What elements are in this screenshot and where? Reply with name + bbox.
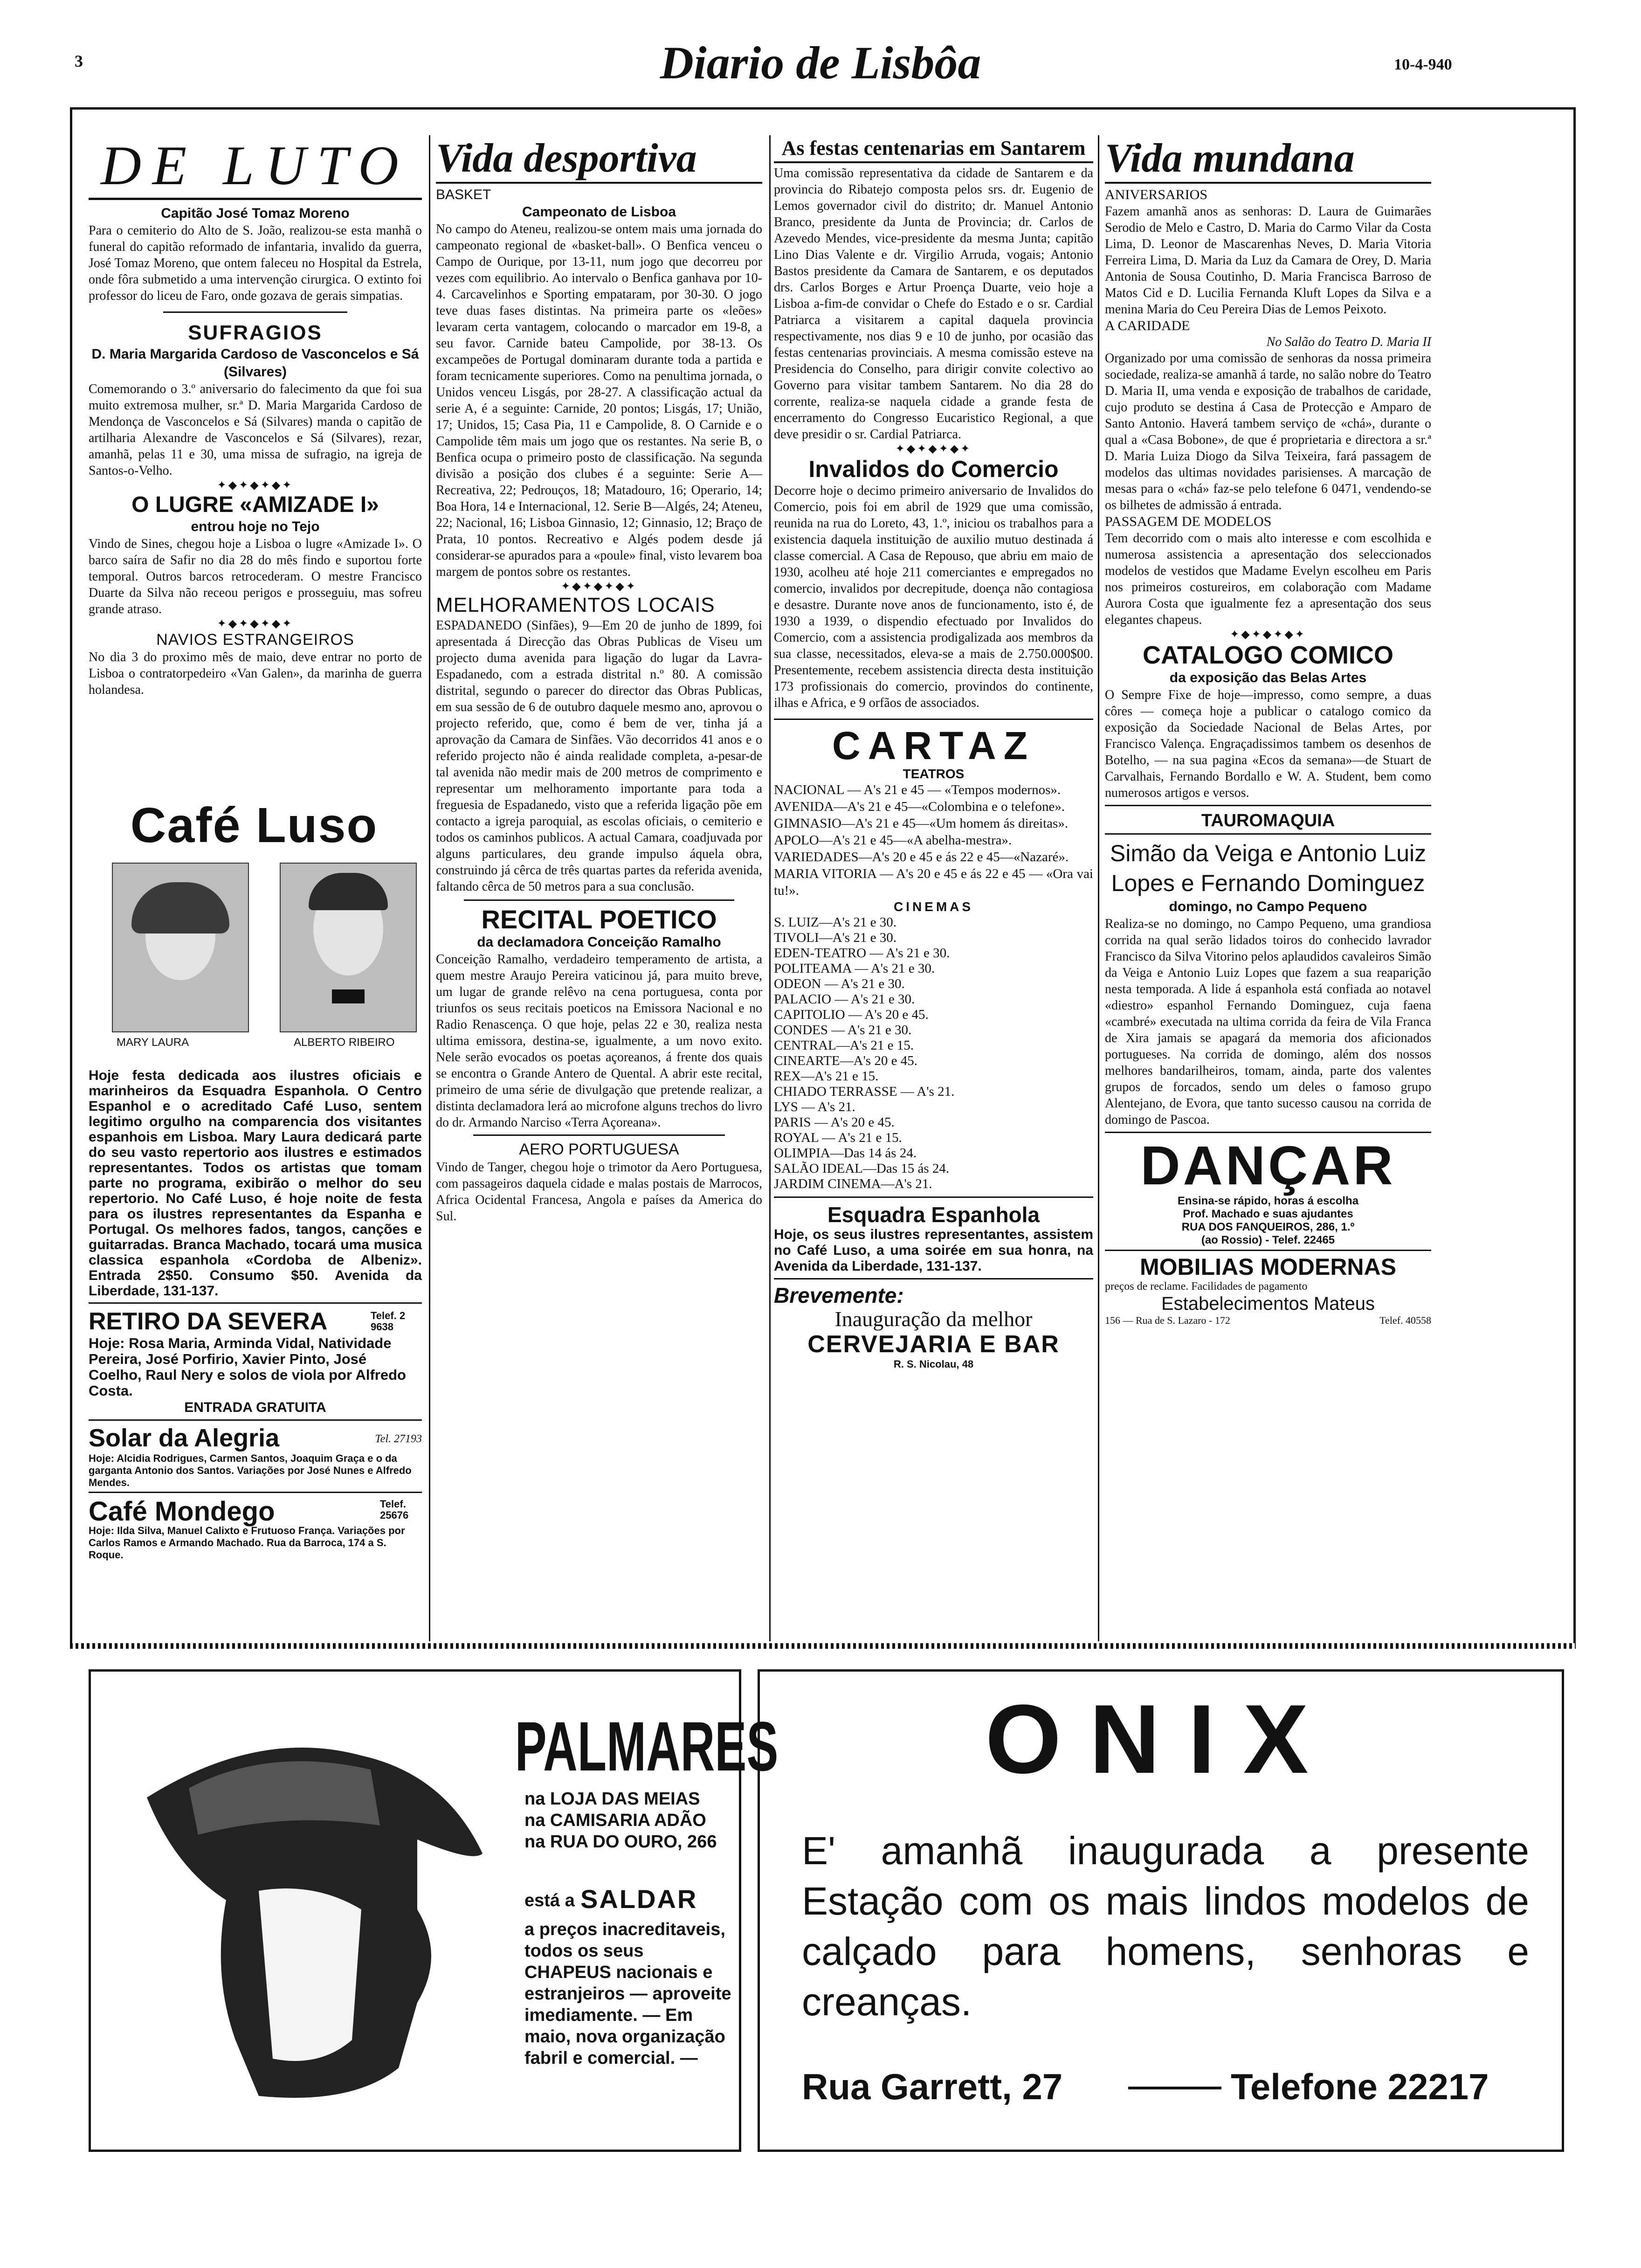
- right-rule: [1573, 107, 1576, 1646]
- divider: [1105, 1250, 1431, 1251]
- solar-title: Solar da Alegria: [89, 1424, 280, 1452]
- passagem-label: PASSAGEM DE MODELOS: [1105, 514, 1272, 529]
- aniversarios-text: Fazem amanhã anos as senhoras: D. Laura de Guimarães Serodio de Melo e Castro, D. Maria do Carmo Vilar da Costa Lima, D. Leonor de Mascarenhas Neves, D. Maria Vitoria Ferreira Lima, D. Maria da Luz da Camara de Orey, D. Maria Antonia de Sousa Coutinho, D. Maria Francisca Barroso de Matos Cid e D. Lucilia Fernanda Kluft Lopes da Silva e a menina Maria do Ceu Pereira Dias de Lemos Peixoto.: [1105, 204, 1431, 317]
- inauguracao-text: Inauguração da melhor: [834, 1307, 1033, 1331]
- basket-label: BASKET: [436, 187, 491, 202]
- dancar-tel: (ao Rossio) - Telef. 22465: [1201, 1234, 1335, 1246]
- palmares-text: a preços inacreditaveis, todos os seus CHAPEUS nacionais e estranjeiros — aproveite imediamente. — Em maio, nova organização fabril e comercial. —: [524, 1920, 731, 2068]
- palmares-saldar: SALDAR: [580, 1884, 698, 1914]
- mobilias-title: MOBILIAS MODERNAS: [1140, 1254, 1396, 1280]
- cinema-entry: CHIADO TERRASSE — A's 21.: [774, 1084, 955, 1099]
- cartaz-title: CARTAZ: [832, 724, 1035, 768]
- cafe-luso-text: Hoje festa dedicada aos ilustres oficiais e marinheiros da Esquadra Espanhola. O Centro Espanhol e o acreditado Café Luso, sentem legitimo orgulho na comparencia dos visitantes espanhois em Lisboa. Mary Laura dedicará parte do seu vasto repertorio aos ilustres e estimados representantes. Todos os artistas que tomam parte no programa, exibirão o melhor do seu repertorio. No Café Luso, é hoje noite de festa para os ilustres representantes da Espanha e Portugal. Os melhores fados, tangos, canções e guitarradas. Branca Machado, tocará uma musica classica espanhola «Cordoba de Albeniz». Entrada 2$50. Consumo $50. Avenida da Liberdade, 131-137.: [89, 1068, 422, 1299]
- ad-palmares: [89, 1669, 779, 2152]
- teatro-entry: MARIA VITORIA — A's 20 e 45 e ás 22 e 45 — «Ora vai tu!».: [774, 866, 1093, 898]
- ad-onix: [758, 1669, 1564, 2152]
- solar-text: Hoje: Alcidia Rodrigues, Carmen Santos, Joaquim Graça e o da garganta Antonio dos Santos. Variações por José Nunes e Alfredo Mendes.: [89, 1452, 412, 1488]
- teatro-entry: VARIEDADES—A's 20 e 45 e ás 22 e 45—«Nazaré».: [774, 850, 1069, 864]
- cinema-entry: PALACIO — A's 21 e 30.: [774, 992, 915, 1007]
- melhoramentos-title: MELHORAMENTOS LOCAIS: [436, 594, 715, 616]
- teatro-entry: APOLO—A's 21 e 45—«A abelha-mestra».: [774, 833, 1012, 848]
- divider: [89, 1492, 422, 1493]
- tauromaquia-headline: Simão da Veiga e Antonio Luiz Lopes e Fernando Dominguez: [1110, 840, 1427, 896]
- divider: [464, 899, 734, 901]
- catalogo-text: O Sempre Fixe de hoje—impresso, como sempre, a duas côres — começa hoje a publicar o catalogo comico da exposição da Sociedade Nacional de Belas Artes, por Francisco Valença. Engraçadissimos tambem os desenhos de Botelho, — na sua pagina «Ecos da semana»—de Stuart de Carvalhais, Fernando Bordallo e W. A. Student, bem como numerosos artigos e versos.: [1105, 688, 1431, 800]
- palmares-title: PALMARES: [515, 1707, 779, 1785]
- esquadra-text: Hoje, os seus ilustres representantes, assistem no Café Luso, a uma soirée em sua honra, na Avenida da Liberdade, 131-137.: [774, 1227, 1093, 1274]
- tauromaquia-title: TAUROMAQUIA: [1201, 811, 1335, 830]
- festas-text: Uma comissão representativa da cidade de Santarem e da provincia do Ribatejo composta pelos srs. dr. Eugenio de Lemos governador civil do distrito; dr. Manuel Antonio Branco, presidente da Junta de Provincia; dr. Carlos de Azevedo Mendes, vice-presidente da mesma Junta; capitão Lino Dias Valente e dr. Virgilio Arruda, vogais; Antonio Bastos presidente da Camara de Santarem, e os deputados drs. Carlos Borges e Artur Proença Duarte, veio hoje a Lisboa a-fim-de convidar o Chefe do Estado e o sr. Cardial Patriarca a visitarem a capital daquela provincia respectivamente, nos dias 9 e 10 de junho, por ocasião das festas centenarias provinciais. A mesma comissão esteve na Presidencia do Conselho, para dirigir convite colectivo ao Governo para visitar tambem Santarem. No dia 28 do corrente, realiza-se naquela cidade a grande festa de encerramento do Congresso Eucaristico Regional, a que deve presidir o sr. Cardial Patriarca.: [774, 166, 1093, 442]
- sufragios-title: SUFRAGIOS: [188, 321, 323, 344]
- mondego-text: Hoje: Ilda Silva, Manuel Calixto e Frutuoso França. Variações por Carlos Ramos e Armando Machado. Rua da Barroca, 174 a S. Roque.: [89, 1525, 405, 1561]
- cervejaria-address: R. S. Nicolau, 48: [893, 1358, 974, 1370]
- aniversarios-label: ANIVERSARIOS: [1105, 187, 1208, 202]
- cinema-entry: CONDES — A's 21 e 30.: [774, 1023, 912, 1037]
- photo-mary-laura: [112, 863, 249, 1032]
- title-rule: [1105, 182, 1431, 184]
- column-4: [1105, 135, 1569, 1328]
- solar-header: [89, 1424, 422, 1452]
- cinema-entry: ODEON — A's 21 e 30.: [774, 976, 905, 991]
- tauromaquia-subtitle: domingo, no Campo Pequeno: [1169, 899, 1367, 914]
- top-rule: [70, 107, 1576, 110]
- col-divider-3: [1098, 135, 1099, 1641]
- cinemas-label: CINEMAS: [893, 899, 974, 914]
- mondego-tel: Telef. 25676: [380, 1498, 409, 1521]
- onix-text: E' amanhã inaugurada a presente Estação com os mais lindos modelos de calçado para homens, senhoras e creanças.: [802, 1829, 1529, 2024]
- dancar-prof: Prof. Machado e suas ajudantes: [1183, 1208, 1353, 1220]
- divider: [89, 1302, 422, 1304]
- mondego-header: [89, 1496, 422, 1525]
- teatro-entry: NACIONAL — A's 21 e 45 — «Tempos modernos».: [774, 782, 1061, 797]
- divider: [774, 1278, 1093, 1279]
- recital-subtitle: da declamadora Conceição Ramalho: [477, 934, 721, 950]
- palmares-location: na RUA DO OURO, 266: [524, 1832, 717, 1852]
- mobilias-name: Estabelecimentos Mateus: [1161, 1293, 1375, 1314]
- photo-alberto-ribeiro: [280, 863, 417, 1032]
- onix-dash: [1128, 2087, 1221, 2089]
- divider: [89, 1419, 422, 1421]
- vida-mundana-title: Vida mundana: [1105, 136, 1355, 181]
- cinema-entry: ROYAL — A's 21 e 15.: [774, 1130, 902, 1145]
- dancar-text: Ensina-se rápido, horas á escolha: [1177, 1195, 1359, 1207]
- luto-subtitle: Capitão José Tomaz Moreno: [161, 206, 350, 221]
- title-rule: [774, 161, 1093, 163]
- page-date: 10-4-940: [1394, 56, 1452, 73]
- caridade-text: Organizado por uma comissão de senhoras da nossa primeira sociedade, realiza-se amanhã á tarde, no salão nobre do Teatro D. Maria II, uma venda e exposição de trabalhos de caridade, cujo produto se destina á Casa de Protecção e Amparo de Santo Antonio. Haverá tambem serviço de «chá», durante o qual a «Casa Bobone», de que é proprietaria e directora a sr.ª D. Maria Luiza Diogo da Silva Teixeira, fará passagem de modelos das ultimas novidades parisienses. A marcação de mesas para o «chá» faz-se pelo telefone 6 0471, vendendo-se os bilhetes de admissão á entrada.: [1105, 351, 1431, 512]
- title-rule: [436, 182, 762, 184]
- palmares-esta: está a: [524, 1891, 575, 1910]
- dancar-address: RUA DOS FANQUEIROS, 286, 1.º: [1181, 1221, 1355, 1233]
- severa-title: RETIRO DA SEVERA: [89, 1308, 328, 1335]
- recital-title: RECITAL POETICO: [481, 905, 717, 934]
- cinema-entry: OLIMPIA—Das 14 ás 24.: [774, 1146, 917, 1161]
- lugre-text: Vindo de Sines, chegou hoje a Lisboa o lugre «Amizade I». O barco saíra de Safir no dia 28 do mês findo e suportou forte temporal. Outros barcos retrocederam. O mestre Francisco Duarte da Silva não receou perigos e prosseguiu, mas sofreu grande atraso.: [89, 537, 422, 616]
- column-2: [436, 135, 762, 1224]
- divider: [1105, 805, 1431, 806]
- column-4-inner: [1105, 135, 1431, 1328]
- onix-title: ONIX: [985, 1684, 1337, 1794]
- severa-text: Hoje: Rosa Maria, Arminda Vidal, Natividade Pereira, José Porfirio, Xavier Pinto, José Coelho, Raul Nery e solos de viola por Alfredo Costa.: [89, 1335, 406, 1399]
- caridade-subtitle: No Salão do Teatro D. Maria II: [1266, 335, 1431, 349]
- column-1: [89, 135, 422, 698]
- invalidos-title: Invalidos do Comercio: [808, 456, 1059, 482]
- col-divider-1: [429, 135, 430, 1641]
- cinema-entry: REX—A's 21 e 15.: [774, 1069, 879, 1084]
- cinema-entry: S. LUIZ—A's 21 e 30.: [774, 915, 896, 930]
- cinema-entry: JARDIM CINEMA—A's 21.: [774, 1176, 932, 1191]
- invalidos-text: Decorre hoje o decimo primeiro aniversario de Invalidos do Comercio, pois foi em abril de 1929 que uma comissão, reunida na rua do Loreto, 43, 1.º, iniciou os trabalhos para a existencia daquela instituição de auxilio mutuo destinada á classe comercial. A Casa de Repouso, que abriu em maio de 1930, acolheu até hoje 211 comerciantes e empregados no comercio, invalidos por decrepitude, doença não contagiosa e desastre. Durante nove anos de funcionamento, isto é, de 1930 a 1939, o dispendio efectuado por Invalidos do Comercio, com a assistencia prodigalizada aos membros da sua classe, necessitados, eleva-se a mais de 2.750.000$00. Presentemente, recebem assistencia directa desta instituição 173 profissionais do comercio, provindos do continente, ilhas e Africa, e 9 orfãos de associados.: [774, 484, 1093, 710]
- aero-title: AERO PORTUGUESA: [519, 1141, 679, 1158]
- recital-text: Conceição Ramalho, verdadeiro temperamento de artista, a quem mestre Araujo Pereira vaticinou já, para muito breve, um lugar de grande relêvo na cena portuguesa, conta por triunfos os seus recitais poeticos na Emissora Nacional e no Radio Renascença. O que hoje, pelas 22 e 30, realiza nesta ultima emissora, destina-se, igualmente, a um novo exito. Nele serão evocados os poetas açoreanos, á frente dos quais se encontra o Grande Antero de Quental. A abrir este recital, primeiro de uma série de divulgação que pretende realizar, a distinta declamadora lerá ao microfone alguns trechos do livro do dr. Armando Narciso «Terra Açoreana».: [436, 952, 762, 1130]
- page-number: 3: [75, 52, 83, 70]
- catalogo-subtitle: da exposição das Belas Artes: [1169, 670, 1367, 685]
- teatro-entry: AVENIDA—A's 21 e 45—«Colombina e o telefone».: [774, 799, 1065, 814]
- brevemente-label: Brevemente:: [774, 1283, 904, 1307]
- lugre-subtitle: entrou hoje no Tejo: [191, 519, 320, 534]
- divider: [1105, 1132, 1431, 1133]
- divider: [473, 1134, 725, 1136]
- ornament: ✦◆✦◆✦◆✦: [895, 443, 972, 455]
- column-3: [774, 135, 1093, 1371]
- divider: [1105, 833, 1431, 835]
- cervejaria-title: CERVEJARIA E BAR: [807, 1331, 1060, 1358]
- cinema-entry: CAPITOLIO — A's 20 e 45.: [774, 1007, 929, 1022]
- ornament: ✦◆✦◆✦◆✦: [1230, 629, 1306, 641]
- melhoramentos-text: ESPADANEDO (Sinfães), 9—Em 20 de junho de 1899, foi apresentada á Direcção das Obras Publicas de Viseu um projecto duma avenida para ligação do lugar da Lavra-Espadanedo, com a estrada distrital n.º 80. A comissão distrital, segundo o parecer do director das Obras Publicas, em sua sessão de 6 de outubro daquele mesmo ano, aprovou o projecto referido, que, como é bem de ver, tinha já a aprovação da Camara de Sinfães. Vão decorridos 41 anos e o referido projecto não é ainda realidade completa, a-pesar-de tal avenida não medir mais de 200 metros de comprimento e representar um melhoramento importante para toda a freguesia de Espadanedo, visto que a referida ligação põe em contacto a igreja paroquial, as escolas oficiais, o cemiterio e todos os caminhos publicos. A actual Camara, coadjuvada por alguns particulares, deu grande impulso áquela obra, construindo já cêrca de três quartas partes da referida avenida, faltando cêrca de 50 metros para a sua conclusão.: [436, 618, 762, 894]
- severa-header: [89, 1307, 422, 1335]
- vida-desportiva-title: Vida desportiva: [436, 136, 697, 181]
- cinema-entry: LYS — A's 21.: [774, 1099, 855, 1114]
- col-divider-2: [769, 135, 771, 1641]
- luto-title: DE LUTO: [101, 134, 410, 196]
- catalogo-title: CATALOGO COMICO: [1143, 641, 1393, 669]
- luto-rule: [89, 198, 422, 200]
- onix-address: Rua Garrett, 27: [802, 2066, 1063, 2107]
- hat-silhouette-illustration: [119, 1714, 501, 2115]
- sufragios-text: Comemorando o 3.º aniversario do falecimento da que foi sua muito extremosa mulher, sr.ª D. Maria Margarida Cardoso de Mendonça de Vasconcelos e Sá (Silvares) manda o capitão de artilharia Alexandre de Vasconcelos e Sá (Silvares), rezar, amanhã, pelas 11 e 30, uma missa de sufragio, na igreja de Santos-o-Velho.: [89, 382, 422, 478]
- aero-text: Vindo de Tanger, chegou hoje o trimotor da Aero Portuguesa, com passageiros daquela cidade e malas postais de Marrocos, Africa Ocidental Francesa, Angola e países da America do Sul.: [436, 1160, 762, 1224]
- teatros-list: [774, 781, 1093, 899]
- navios-text: No dia 3 do proximo mês de maio, deve entrar no porto de Lisboa o contratorpedeiro «Van Galen», da marinha de guerra holandesa.: [89, 650, 422, 697]
- cinema-entry: POLITEAMA — A's 21 e 30.: [774, 961, 935, 976]
- cinema-entry: CENTRAL—A's 21 e 15.: [774, 1038, 914, 1053]
- cinema-entry: PARIS — A's 20 e 45.: [774, 1115, 895, 1130]
- festas-title: As festas centenarias em Santarem: [781, 137, 1086, 159]
- newspaper-title: Diario de Lisbôa: [660, 37, 981, 89]
- campeonato-text: No campo do Ateneu, realizou-se ontem mais uma jornada do campeonato regional de «basket-ball». O Benfica venceu o Campo de Ourique, por 13-11, num jogo que decorreu por vezes com equilibrio. Ao intervalo o Benfica ganhava por 10-4. Carcavelinhos e Sporting empataram, por 30-30. O jogo teve duas fases distintas. Na primeira parte os «leões» levaram certa vantagem, colocando o marcador em 19-8, a seu favor. Carnide bateu Campolide, por 38-13. Os excampeões de Portugal dominaram durante toda a partida e foram tecnicamente superiores. Como na penultima jornada, o Unidos venceu Lisgás, por 28-27. A classificação actual da serie A, é a seguinte: Carnide, 20 pontos; Lisgás, 17; União, 17; Unidos, 15; Casa Pia, 11 e Campolide, 8. O Carnide e o Campolide têm mais um jogo que os restantes. Na serie B, o Benfica ocupa o primeiro posto de classificação. Na segunda divisão a posição dos clubes é a seguinte: Serie A—Recreativa, 22; Pedrouços, 18; Matadouro, 16; Operario, 14; Boa Hora, 14 e Internacional, 12. Serie B—Algés, 24; Ateneu, 22; Nacional, 16; Lisboa Ginnasio, 12; Ginnasio, 12; Braço de Prata, 10 pontos. Recreativo e Algés podem desde já considerar-se apurados para a «poule» final, visto levarem boa margem de pontos sobre os restantes.: [436, 222, 762, 579]
- navios-title: NAVIOS ESTRANGEIROS: [156, 631, 354, 649]
- cinema-entry: TIVOLI—A's 21 e 30.: [774, 930, 896, 945]
- cinema-entry: EDEN-TEATRO — A's 21 e 30.: [774, 946, 950, 961]
- dancar-title: DANÇAR: [1140, 1135, 1396, 1196]
- cinema-entry: SALÃO IDEAL—Das 15 ás 24.: [774, 1161, 950, 1176]
- column-1-lower: [89, 1068, 422, 1561]
- sufragios-subtitle: D. Maria Margarida Cardoso de Vasconcelos e Sá (Silvares): [91, 346, 419, 380]
- severa-entry: ENTRADA GRATUITA: [184, 1400, 326, 1415]
- mobilias-tel: Telef. 40558: [1379, 1314, 1431, 1326]
- palmares-locations: [524, 1788, 734, 1853]
- cinema-entry: CINEARTE—A's 20 e 45.: [774, 1053, 917, 1068]
- onix-tel: Telefone 22217: [1231, 2066, 1489, 2107]
- ornament: ✦◆✦◆✦◆✦: [217, 479, 294, 491]
- caridade-label: A CARIDADE: [1105, 318, 1190, 333]
- teatro-entry: GIMNASIO—A's 21 e 45—«Um homem ás direitas».: [774, 816, 1069, 831]
- photo1-caption: MARY LAURA: [117, 1036, 189, 1049]
- campeonato-title: Campeonato de Lisboa: [522, 204, 676, 220]
- divider: [774, 719, 1093, 720]
- ornamental-rule: [70, 1643, 1576, 1649]
- teatros-label: TEATROS: [903, 767, 965, 781]
- severa-tel: Telef. 2 9638: [371, 1310, 406, 1333]
- palmares-location: na CAMISARIA ADÃO: [524, 1811, 706, 1830]
- lugre-title: O LUGRE «AMIZADE I»: [131, 492, 379, 517]
- solar-tel: Tel. 27193: [375, 1433, 422, 1445]
- luto-text: Para o cemiterio do Alto de S. João, realizou-se esta manhã o funeral do capitão reformado de infantaria, invalido da guerra, José Tomaz Moreno, que ontem faleceu no Hospital da Estrela, onde fôra submetido a uma intervenção cirurgica. O extinto foi professor do liceu de Faro, onde gozava de gerais simpatias.: [89, 223, 422, 303]
- ornament: ✦◆✦◆✦◆✦: [217, 618, 294, 630]
- cafe-luso-title: Café Luso: [130, 798, 378, 853]
- esquadra-title: Esquadra Espanhola: [827, 1203, 1040, 1227]
- mobilias-line: preços de reclame. Facilidades de pagamento: [1105, 1280, 1308, 1293]
- mondego-title: Café Mondego: [89, 1496, 275, 1527]
- left-rule: [70, 107, 72, 1646]
- passagem-text: Tem decorrido com o mais alto interesse e com escolhida e numerosa assistencia a apresentação dos seleccionados modelos de vestidos que Madame Evelyn escolheu em Paris nos primeiros costureiros, em colaboração com Madame Aurora Costa que igualmente fez a apresentação dos seus elegantes chapeus.: [1105, 531, 1431, 627]
- photo2-caption: ALBERTO RIBEIRO: [294, 1036, 395, 1049]
- mobilias-address: 156 — Rua de S. Lazaro - 172: [1105, 1314, 1230, 1326]
- tauromaquia-text: Realiza-se no domingo, no Campo Pequeno, uma grandiosa corrida na qual serão lidados toiros do conhecido lavrador Francisco da Silva Vitorino pelos aplaudidos cavaleiros Simão da Veiga e Antonio Luiz Lopes que fazem a sua reaparição nesta temporada. A lide á espanhola está confiada ao notavel «diestro» espanhol Fernando Dominguez, cuja faena «cambré» executada na ultima corrida da feira de Vila Franca de Xira jamais se apagará da memoria dos aficionados portugueses. Na corrida de domingo, além dos nossos melhores bandarilheiros, tomam, ainda, parte dos valentes grupos de forcados, sendo um deles o famoso grupo Alentejano, de Evora, que tanto sucesso causou na corrida de domingo de Pascoa.: [1105, 917, 1431, 1127]
- palmares-location: na LOJA DAS MEIAS: [524, 1789, 700, 1809]
- mobilias-footer: [1105, 1314, 1431, 1328]
- divider: [774, 1196, 1093, 1198]
- divider: [163, 311, 347, 313]
- ornament: ✦◆✦◆✦◆✦: [561, 581, 637, 593]
- cinemas-list: [774, 915, 1093, 1192]
